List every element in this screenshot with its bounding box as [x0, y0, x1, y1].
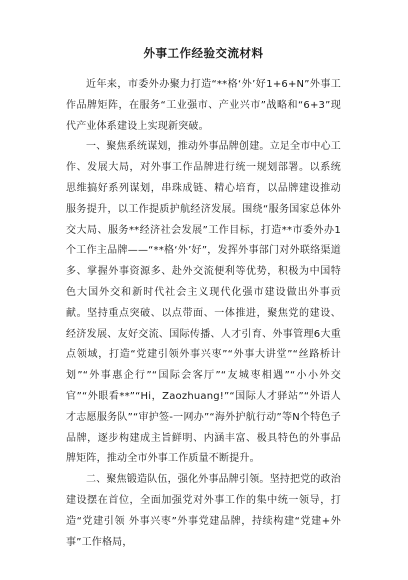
paragraph-intro: 近年来，市委外办聚力打造“**格‘外’好1+6+N”外事工作品牌矩阵，在服务“工业强市、产业兴市”战略和“6+3”现代产业体系建设上实现新突破。 [66, 79, 341, 132]
paragraph-section-1: 一、聚焦系统谋划，推动外事品牌创建。立足全市中心工作、发展大局，对外事工作品牌进行统一规划部署。以系统思维搞好系列谋划，串珠成链、精心培育，以品牌建设推动服务提升，以工作提质护航经济发展。围绕“服务国家总体外交大局、服务**经济社会发展”工作目标，打造**市委外办1个工作主品牌——“**格‘外’好”，发挥外事部门对外联络渠道多、掌握外事资源多、赴外交流便利等优势，积极为中国特色大国外交和新时代社会主义现代化强市建设做出外事贡献。坚持重点突破、以点带面、一体推进，聚焦党的建设、经济发展、友好交流、国际传播、人才引育、外事管理6大重点领域，打造“党建引领外事兴枣”“外事大讲堂”“丝路桥计划”“外事惠企行”“国际会客厅”“友城枣相遇”“小小外交官”“外眼看**”“Hi，Zaozhuang!”“国际人才驿站”“外语人才志愿服务队”“审护签-一网办”“海外护航行动”等N个特色子品牌，逐步构建成主旨鲜明、内涵丰富、极具特色的外事品牌矩阵，推动全市外事工作质量不断提升。 [66, 141, 341, 465]
document-title: 外事工作经验交流材料 [143, 46, 264, 60]
paragraph-section-2: 二、聚焦锻造队伍，强化外事品牌引领。坚持把党的政治建设摆在首位，全面加强党对外事工作的集中统一领导，打造“党建引领 外事兴枣”外事党建品牌，持续构建“党建+外事”工作格局， [66, 474, 341, 548]
